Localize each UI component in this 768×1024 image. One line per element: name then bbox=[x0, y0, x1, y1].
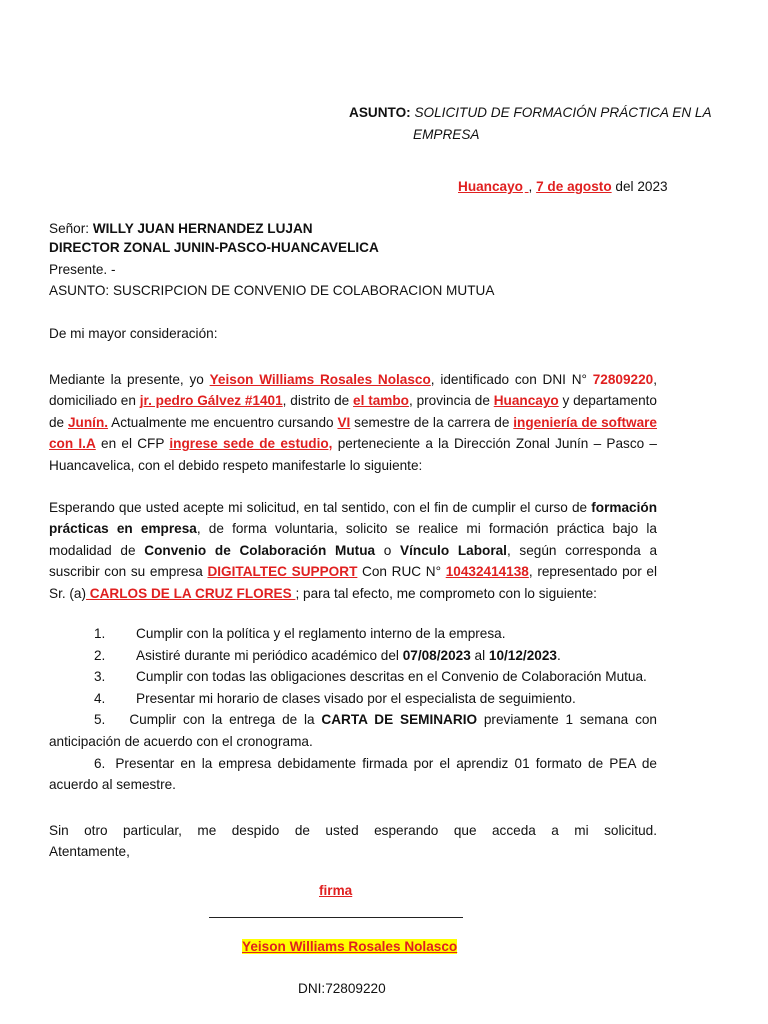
list-item: 2. Asistiré durante mi periódico académico del 07/08/2023 al 10/12/2023. bbox=[94, 647, 561, 663]
header-asunto bbox=[349, 105, 712, 120]
header-asunto-label: ASUNTO: bbox=[349, 105, 411, 120]
closing-line2: Atentamente, bbox=[49, 844, 130, 860]
paragraph-request: Esperando que usted acepte mi solicitud, en tal sentido, con el fin de cumplir el curso de formación prácticas en empresa, de forma voluntaria, solicito se realice mi formación práctica bajo la modalidad de Convenio de Colaboración Mutua o Vínculo Laboral, según corresponda a suscribir con su empresa DIGITALTEC SUPPORT Con RUC N° 10432414138, representado por el Sr. (a) CARLOS DE LA CRUZ FLORES ; para tal efecto, me comprometo con lo siguiente: bbox=[49, 500, 658, 601]
closing-line1: Sin otro particular, me despido de usted esperando que acceda a mi solicitud. bbox=[49, 823, 657, 838]
date-line: Huancayo , 7 de agosto del 2023 bbox=[458, 179, 668, 194]
header-asunto-line1: SOLICITUD DE FORMACIÓN PRÁCTICA EN LA bbox=[414, 105, 712, 120]
student-dni: 72809220 bbox=[592, 372, 654, 387]
header-asunto-line2: EMPRESA bbox=[413, 127, 480, 142]
recipient-title: DIRECTOR ZONAL JUNIN-PASCO-HUANCAVELICA bbox=[49, 240, 379, 255]
signature-name: Yeison Williams Rosales Nolasco bbox=[242, 939, 458, 954]
list-item: 5. Cumplir con la entrega de la CARTA DE SEMINARIO previamente 1 semana con anticipación de acuerdo con el cronograma. bbox=[49, 712, 657, 749]
company-ruc: 10432414138 bbox=[445, 564, 529, 580]
company-name: DIGITALTEC SUPPORT bbox=[207, 564, 358, 580]
commitments-list bbox=[49, 623, 657, 796]
student-address: jr. pedro Gálvez #1401 bbox=[139, 393, 283, 409]
signature-placeholder: firma bbox=[319, 883, 353, 898]
greeting: De mi mayor consideración: bbox=[49, 326, 218, 341]
list-item: 6. Presentar en la empresa debidamente firmada por el aprendiz 01 formato de PEA de acuerdo al semestre. bbox=[49, 755, 657, 793]
student-province: Huancayo bbox=[493, 393, 559, 409]
list-item: 1. Cumplir con la política y el reglamento interno de la empresa. bbox=[94, 626, 506, 641]
recipient-name: WILLY JUAN HERNANDEZ LUJAN bbox=[92, 221, 313, 236]
signature-dni: DNI:72809220 bbox=[298, 981, 386, 996]
date-day: 7 de agosto bbox=[536, 179, 612, 194]
recipient-presente: Presente. - bbox=[49, 262, 116, 277]
student-cfp: ingrese sede de estudio, bbox=[169, 436, 333, 452]
recipient-line bbox=[49, 221, 313, 236]
paragraph-intro: Mediante la presente, yo Yeison Williams Rosales Nolasco, identificado con DNI N° 72809220, domiciliado en jr. pedro Gálvez #1401, distrito de el tambo, provincia de Huancayo y departamento de Junín. Actualmente me encuentro cursando VI semestre de la carrera de ingeniería de software con I.A en el CFP ingrese sede de estudio, perteneciente a la Dirección Zonal Junín – Pasco – Huancavelica, con el debido respeto manifestarle lo siguiente: bbox=[49, 372, 658, 473]
list-item: 4. Presentar mi horario de clases visado por el especialista de seguimiento. bbox=[94, 690, 576, 706]
student-district: el tambo bbox=[353, 393, 409, 409]
student-career: ingeniería de software con I.A bbox=[49, 414, 657, 452]
signature-line bbox=[209, 917, 463, 918]
representative-name: CARLOS DE LA CRUZ FLORES bbox=[86, 585, 296, 601]
recipient-prefix: Señor: bbox=[49, 221, 93, 236]
date-year: del 2023 bbox=[615, 179, 668, 194]
student-name: Yeison Williams Rosales Nolasco bbox=[209, 372, 431, 387]
date-city: Huancayo bbox=[458, 179, 523, 194]
recipient-asunto: ASUNTO: SUSCRIPCION DE CONVENIO DE COLABORACION MUTUA bbox=[49, 283, 495, 298]
student-semester: VI bbox=[337, 414, 351, 430]
closing-paragraph bbox=[49, 820, 657, 863]
student-department: Junín. bbox=[68, 414, 109, 430]
list-item: 3. Cumplir con todas las obligaciones descritas en el Convenio de Colaboración Mutua. bbox=[94, 669, 647, 685]
